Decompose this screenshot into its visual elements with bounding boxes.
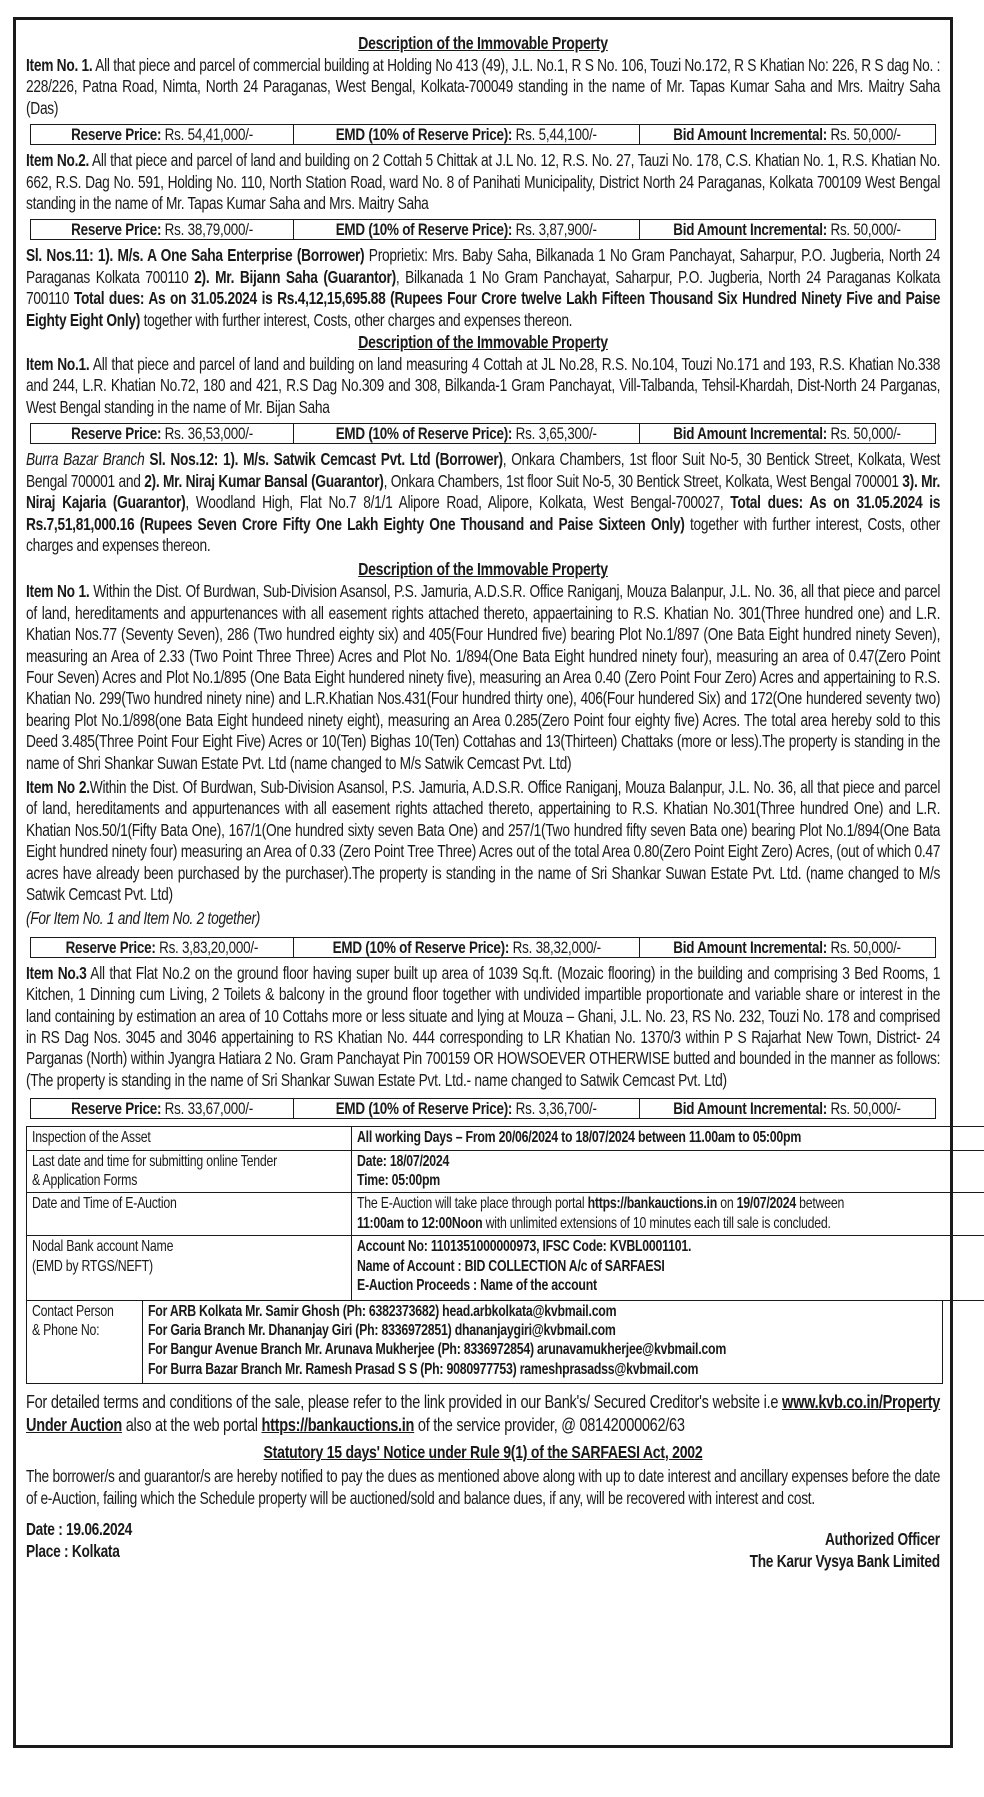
contact-item: For Bangur Avenue Branch Mr. Arunava Mukherjee (Ph: 8336972854) arunavamukherjee@kvbmail.com [147,1341,726,1359]
price-box [30,124,936,145]
notice-place: Place : Kolkata [26,1540,120,1561]
item-description: Item No. 1. All that piece and parcel of commercial building at Holding No 413 (49), J.L. No.1, R S No. 106, Touzi No.172, R S Khatian No: 226, R S dag No. : 228/226, Patna Road, Nimta, North 24 Paraganas, West Bengal, Kolkata-700049 standing in the name of Mr. Tapas Kumar Saha and Mrs. Maitry Saha (Das) [26,55,941,118]
notice-date: Date : 19.06.2024 [26,1519,133,1540]
price-box [30,423,936,444]
signature-block [26,1519,940,1572]
item-description: Item No.2. All that piece and parcel of land and building on 2 Cottah 5 Chittak at J.L No. 12, R.S. No. 27, Tauzi No. 178, C.S. Khatian No. 1, R.S. Khatian No. 662, R.S. Dag No. 591, Holding No. 110, North Station Road, ward No. 8 of Panihati Municipality, District North 24 Paraganas, Kolkata 700109 West Bengal standing in the name of Mr. Tapas Kumar Saha and Mrs. Maitry Saha [26,150,941,214]
notice-frame [13,17,953,1748]
total-dues: Total dues: As on 31.05.2024 is Rs.7,51,81,000.16 (Rupees Seven Crore Fifty One Lakh Eighty One Thousand and Paise Sixteen Only) [26,492,941,534]
notice-heading: Statutory 15 days' Notice under Rule 9(1) of the SARFAESI Act, 2002 [263,1442,703,1463]
bid-increment: Bid Amount Incremental: Rs. 50,000/- [673,125,902,145]
contact-list [142,1301,942,1384]
authority [699,1519,940,1572]
contact-item: For Garia Branch Mr. Dhananjay Giri (Ph: 8336972851) dhananjaygiri@kvbmail.com [147,1321,616,1339]
tender-label: Last date and time for submitting online Tender & Application Forms [27,1150,352,1193]
emd-amount: EMD (10% of Reserve Price): Rs. 3,36,700/- [294,1099,640,1118]
reserve-price: Reserve Price: Rs. 54,41,000/- [31,125,294,144]
bid-increment: Bid Amount Incremental: Rs. 50,000/- [673,220,902,240]
item-label: Item No 1. [26,581,90,602]
emd-amount: EMD (10% of Reserve Price): Rs. 3,65,300/- [294,424,640,443]
section-heading: Description of the Immovable Property [358,33,608,53]
item-label: Item No.1. [26,354,90,375]
emd-amount: EMD (10% of Reserve Price): Rs. 5,44,100/- [294,125,640,144]
contact-item: For Burra Bazar Branch Mr. Ramesh Prasad S S (Ph: 9080977753) rameshprasadss@kvbmail.com [147,1360,698,1378]
inspection-label: Inspection of the Asset [27,1127,352,1150]
emd-amount: EMD (10% of Reserve Price): Rs. 3,87,900/- [294,220,640,239]
bid-increment: Bid Amount Incremental: Rs. 50,000/- [673,1099,902,1119]
authorized-officer: Authorized Officer [825,1529,940,1550]
notice-text: The borrower/s and guarantor/s are hereby notified to pay the dues as mentioned above along with up to date interest and ancillary expenses before the date of e-Auction, failing which the Schedule property will be auctioned/sold and balance dues, if any, will be recovered with interest and cost. [26,1466,941,1508]
item-label: Item No 2. [26,776,90,797]
total-dues: Total dues: As on 31.05.2024 is Rs.4,12,15,695.88 (Rupees Four Crore twelve Lakh Fifteen Thousand Six Hundred Ninety Five and Paise Eighty Eight Only) [26,288,941,330]
terms-paragraph: For detailed terms and conditions of the sale, please refer to the link provided in our Bank's/ Secured Creditor's website i.e www.kvb.co.in/Property Under Auction also at the web portal https://bankauctions.in of the service provider, @ 08142000062/63 [26,1391,941,1435]
notice-content [26,30,940,1572]
table-row [27,1127,984,1150]
item-label: Item No.3 [26,962,87,983]
price-box [30,219,936,240]
section-heading: Description of the Immovable Property [358,559,608,580]
reserve-price: Reserve Price: Rs. 36,53,000/- [31,424,294,443]
branch-name: Burra Bazar Branch [26,449,145,470]
emd-amount: EMD (10% of Reserve Price): Rs. 38,32,000/- [294,938,640,957]
table-row [27,1301,943,1384]
bid-increment: Bid Amount Incremental: Rs. 50,000/- [673,937,902,957]
item-label: Item No. 1. [26,55,93,75]
contact-table [26,1301,943,1385]
item-description: Item No 2.Within the Dist. Of Burdwan, Sub-Division Asansol, P.S. Jamuria, A.D.S.R. Office Raniganj, Mouza Balanpur, J.L. No. 36, all that piece and parcel of land, hereditaments and appurtenances with all easement rights attached thereto, appertaining to R.S. Khatian No.301(Three hundred One) and L.R. Khatian Nos.50/1(Fifty Bata One), 167/1(One hundred sixty seven Bata One) and 257/1(Two hundred fifty seven Bata one) bearing Plot No.1/894(One Bata Eight hundred ninety four) measuring an Area of 0.33 (Zero Point Tree Three) Acres out of the total Area 0.80(Zero Point Eight Zero) Acres, (out of which 0.47 acres have already been purchased by the purchaser).The property is standing in the name of Sri Shankar Suwan Estate Pvt. Ltd. (name changed to M/s Satwik Cemcast Pvt. Ltd) [26,776,941,904]
contact-item: For ARB Kolkata Mr. Samir Ghosh (Ph: 6382373682) head.arbkolkata@kvbmail.com [147,1302,617,1320]
together-note: (For Item No. 1 and Item No. 2 together) [25,908,260,929]
nodal-value: Account No: 1101351000000973, IFSC Code: KVBL0001101. Name of Account : BID COLLECTION A/c of SARFAESI E-Auction Proceeds : Name of the account [352,1236,984,1300]
auction-label: Date and Time of E-Auction [27,1193,352,1236]
item-description: Item No 1. Within the Dist. Of Burdwan, Sub-Division Asansol, P.S. Jamuria, A.D.S.R. Office Raniganj, Mouza Balanpur, J.L. No. 36, all that piece and parcel of land, hereditaments and appurtenances with all easement rights attached thereto, appaertaining to R.S. Khatian No. 301(Three hundred one) and L.R. Khatian Nos.77 (Seventy Seven), 286 (Two hundred eighty six) and 405(Four Hundred five) bearing Plot No.1/897 (One Bata Eight hundred ninety Seven), measuring an Area of 2.33 (Two Point Three Three) Acres and Plot No. 1/894(One Bata Eight hundred ninety four), measuring an area of 0.47(Zero Point Four Seven) Acres and Plot No.1/895 (One Bata Eight hundered ninety five), measuring an Area 0.40 (Zero Point Four Zero) Acres and appertaining to R.S. Khatian No. 299(Two hundred ninety nine) and L.R.Khatian Nos.431(Four hundred thirty one), 406(Four hundered Six) and 172(One hundered seventy two) bearing Plot No.1/898(one Bata Eight hundeed ninety eight), measuring an Area 0.285(Zero Point four eighty five) Acres. The total area hereby sold to this Deed 3.485(Three Point Four Eight Five) Acres or 10(Ten) Bighas 10(Ten) Cottahas and 13(Thirteen) Chattaks (more or less).The property is standing in the name of Shri Shankar Suwan Estate Pvt. Ltd (name changed to M/s Satwik Cemcast Pvt. Ltd) [26,581,941,773]
table-row [27,1193,984,1236]
table-row [27,1150,984,1193]
item-label: Item No.2. [26,150,90,171]
table-row [27,1236,984,1300]
borrower-details: Sl. Nos.11: 1). M/s. A One Saha Enterprise (Borrower) Proprietix: Mrs. Baby Saha, Bilkanada 1 No Gram Panchayat, Saharpur, P.O. Jugberia, North 24 Paraganas Kolkata 700110 2). Mr. Bijann Saha (Guarantor), Bilkanada 1 No Gram Panchayat, Saharpur, P.O. Jugberia, North 24 Paraganas Kolkata 700110 Total dues: As on 31.05.2024 is Rs.4,12,15,695.88 (Rupees Four Crore twelve Lakh Fifteen Thousand Six Hundred Ninety Five and Paise Eighty Eight Only) together with further interest, Costs, other charges and expenses thereon. [26,245,941,330]
nodal-label: Nodal Bank account Name (EMD by RTGS/NEFT) [27,1236,352,1300]
date-place [26,1519,160,1572]
item-description: Item No.3 All that Flat No.2 on the ground floor having super built up area of 1039 Sq.ft. (Mozaic flooring) in the building and comprising 3 Bed Rooms, 1 Kitchen, 1 Dinning cum Living, 2 Toilets & balcony in the ground floor together with undivided impartible proportionate and variable share or interest in the land containing by estimation an area of 10 Cottahs more or less situate and lying at Mouza – Ghani, J.L. No. 23, RS No. 232, Touzi No. 178 and comprised in RS Dag Nos. 3045 and 3046 appertaining to RS Khatian No. 444 corresponding to LR Khatian No. 1370/3 within P S Rajarhat New Town, District- 24 Parganas (North) within Jyangra Hatiara 2 No. Gram Panchayat Pin 700159 OR HOWSOEVER OTHERWISE butted and bounded in the manner as follows: (The property is standing in the name of Sri Shankar Suwan Estate Pvt. Ltd.- name changed to Satwik Cemcast Pvt. Ltd) [26,962,941,1090]
reserve-price: Reserve Price: Rs. 33,67,000/- [31,1099,294,1118]
auction-info-table [26,1126,984,1300]
contact-label: Contact Person & Phone No: [27,1301,143,1384]
section-heading: Description of the Immovable Property [358,332,608,353]
reserve-price: Reserve Price: Rs. 3,83,20,000/- [31,938,294,957]
bank-name: The Karur Vysya Bank Limited [749,1550,940,1571]
inspection-value: All working Days – From 20/06/2024 to 18/07/2024 between 11.00am to 05:00pm [352,1127,984,1150]
reserve-price: Reserve Price: Rs. 38,79,000/- [31,220,294,239]
price-box [30,1098,936,1119]
bid-increment: Bid Amount Incremental: Rs. 50,000/- [673,424,902,444]
portal-link: https://bankauctions.in [587,1195,718,1213]
auction-value: The E-Auction will take place through portal https://bankauctions.in on 19/07/2024 between 11:00am to 12:00Noon with unlimited extensions of 10 minutes each till sale is concluded. [352,1193,984,1236]
bankauctions-link[interactable]: https://bankauctions.in [261,1413,415,1435]
kvb-website-link[interactable]: www.kvb.co.in/Property Under Auction [26,1391,941,1435]
borrower-details: Burra Bazar Branch Sl. Nos.12: 1). M/s. Satwik Cemcast Pvt. Ltd (Borrower), Onkara Chambers, 1st floor Suit No-5, 30 Bentick Street, Kolkata, West Bengal 700001 and 2). Mr. Niraj Kumar Bansal (Guarantor), Onkara Chambers, 1st floor Suit No-5, 30 Bentick Street, Kolkata, West Bengal 700001 3). Mr. Niraj Kajaria (Guarantor), Woodland High, Flat No.7 8/1/1 Alipore Road, Alipore, Kolkata, West Bengal-700027, Total dues: As on 31.05.2024 is Rs.7,51,81,000.16 (Rupees Seven Crore Fifty One Lakh Eighty One Thousand and Paise Sixteen Only) together with further interest, Costs, other charges and expenses thereon. [26,449,941,555]
item-description: Item No.1. All that piece and parcel of land and building on land measuring 4 Cottah at JL No.28, R.S. No.104, Touzi No.171 and 193, R.S. Khatian No.338 and 244, L.R. Khatian No.72, 180 and 421, R.S Dag No.309 and 308, Bilkanda-1 Gram Panchayat, Vill-Talbanda, Tehsil-Khardah, Dist-North 24 Parganas, West Bengal standing in the name of Mr. Bijan Saha [26,354,941,417]
tender-value: Date: 18/07/2024 Time: 05:00pm [352,1150,984,1193]
price-box [30,937,936,958]
